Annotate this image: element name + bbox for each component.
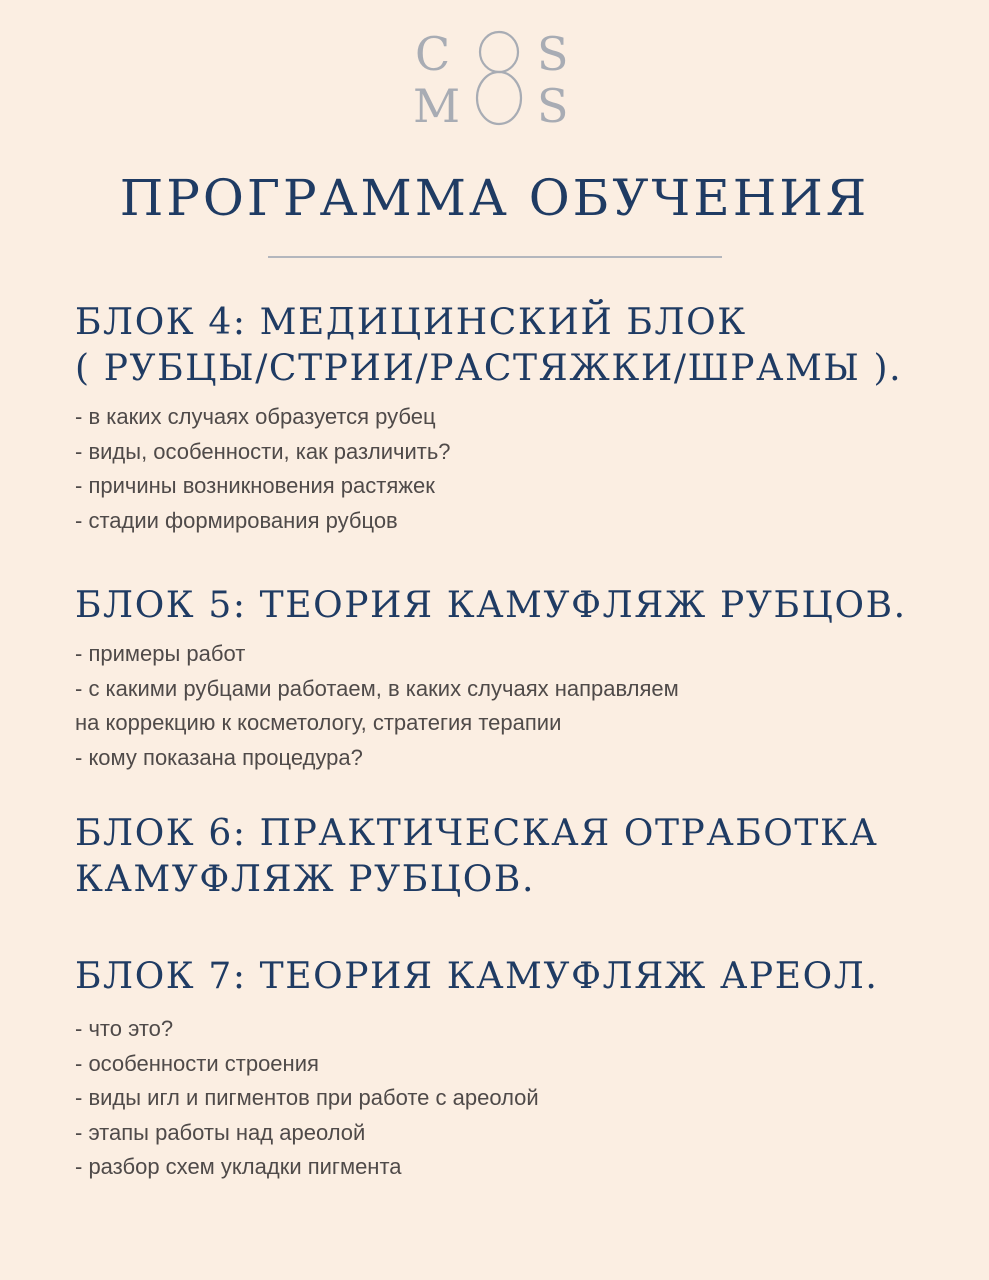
block-6-heading	[75, 811, 878, 903]
cosmos-logo	[0, 0, 989, 140]
block-5-topics	[75, 637, 679, 775]
cosmos-logo-mark	[405, 22, 585, 132]
block-7-heading-line-1: БЛОК 7: ТЕОРИЯ КАМУФЛЯЖ АРЕОЛ.	[75, 956, 879, 997]
list-item: - виды, особенности, как различить?	[75, 438, 451, 464]
block-4-heading	[75, 300, 902, 392]
list-item: - примеры работ	[75, 641, 246, 666]
list-item: - причины возникновения растяжек	[75, 473, 435, 498]
block-5-heading	[75, 583, 907, 629]
list-item: - виды игл и пигментов при работе с ареолой	[75, 1085, 539, 1110]
list-item: - разбор схем укладки пигмента	[75, 1154, 402, 1179]
logo-letter-s-top: S	[537, 27, 569, 81]
block-4-topics	[75, 400, 451, 538]
list-item: - что это?	[75, 1016, 174, 1041]
list-item: - стадии формирования рубцов	[75, 507, 398, 533]
block-7-topics	[75, 1012, 539, 1185]
list-item: - в каких случаях образуется рубец	[75, 404, 436, 429]
list-item: - кому показана процедура?	[75, 744, 363, 770]
block-4-heading-line-1: БЛОК 4: МЕДИЦИНСКИЙ БЛОК	[75, 302, 747, 343]
title-divider	[268, 256, 722, 258]
logo-letter-c: C	[415, 27, 451, 81]
logo-letter-s-bottom: S	[537, 79, 569, 132]
block-6-heading-line-1: БЛОК 6: ПРАКТИЧЕСКАЯ ОТРАБОТКА	[75, 813, 879, 854]
block-6-heading-line-2: КАМУФЛЯЖ РУБЦОВ.	[75, 859, 535, 900]
list-item: - с какими рубцами работаем, в каких случаях направляем	[75, 675, 679, 701]
block-4-heading-line-2: ( РУБЦЫ/СТРИИ/РАСТЯЖКИ/ШРАМЫ ).	[75, 348, 903, 389]
list-item: на коррекцию к косметологу, стратегия терапии	[75, 710, 562, 735]
logo-infinity-mark	[477, 32, 521, 124]
list-item: - особенности строения	[75, 1050, 319, 1076]
block-5-heading-line-1: БЛОК 5: ТЕОРИЯ КАМУФЛЯЖ РУБЦОВ.	[75, 585, 907, 626]
page-title: ПРОГРАММА ОБУЧЕНИЯ	[119, 169, 870, 227]
list-item: - этапы работы над ареолой	[75, 1119, 366, 1145]
logo-letter-m: M	[413, 79, 461, 132]
block-7-heading	[75, 954, 878, 1000]
